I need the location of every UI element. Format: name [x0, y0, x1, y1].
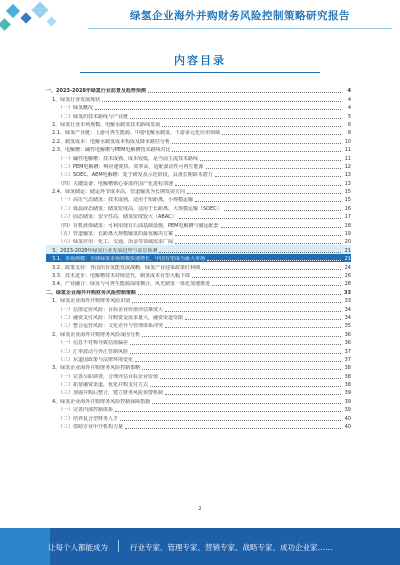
- toc-entry[interactable]: [46, 329, 351, 337]
- toc-entry-page: 4: [347, 96, 351, 103]
- toc-entry[interactable]: [46, 413, 351, 421]
- toc-entry-page: 39: [344, 390, 351, 397]
- toc-entry-page: 19: [344, 231, 351, 238]
- toc-entry-page: 26: [344, 272, 351, 279]
- toc-leader-dots: [132, 302, 341, 303]
- toc-leader-dots: [195, 201, 341, 202]
- toc-leader-dots: [165, 394, 341, 395]
- toc-entry-label: （三）整合运营风险：文化差异与管理体系冲突: [58, 323, 164, 330]
- toc-leader-dots: [215, 176, 341, 177]
- toc-entry[interactable]: [46, 94, 351, 102]
- toc-entry[interactable]: [46, 271, 351, 279]
- toc-entry-page: 13: [344, 172, 351, 179]
- toc-entry-page: 39: [344, 398, 351, 405]
- toc-leader-dots: [125, 428, 341, 429]
- table-of-contents: [46, 86, 351, 430]
- toc-entry-page: 17: [344, 214, 351, 221]
- toc-leader-dots: [175, 185, 341, 186]
- toc-entry-label: 4、绿氢企业海外并购财务风险控制保障措施: [52, 398, 151, 405]
- toc-entry[interactable]: [46, 229, 351, 237]
- toc-entry-label: （一）完善尽职调查，合理评估目标企业价值: [58, 373, 159, 380]
- toc-entry-page: 20: [344, 239, 351, 246]
- toc-entry[interactable]: [46, 128, 351, 136]
- toc-leader-dots: [165, 327, 341, 328]
- toc-entry[interactable]: [46, 279, 351, 287]
- toc-entry-label: 2、绿氢企业海外并购财务风险成因分析: [52, 331, 141, 338]
- toc-entry-label: （六）绿氢应用：化工、交通、冶金等领域需求广阔: [58, 239, 174, 246]
- toc-entry-page: 38: [344, 382, 351, 389]
- toc-entry[interactable]: [46, 338, 351, 346]
- page-number: 2: [198, 506, 202, 512]
- toc-leader-dots: [160, 378, 341, 379]
- toc-entry-page: 11: [344, 147, 351, 154]
- toc-entry-label: （三）加强并购后整合，建立财务风险预警机制: [58, 390, 164, 397]
- toc-entry-page: 15: [344, 189, 351, 196]
- toc-entry[interactable]: [46, 380, 351, 388]
- toc-entry-page: 34: [344, 306, 351, 313]
- toc-leader-dots: [130, 353, 341, 354]
- footer-separator: [118, 540, 119, 552]
- toc-entry-label: 2.4、绿氢储运：储运环节成本高，管道输氢为长期发展方向: [52, 189, 185, 196]
- toc-entry-page: 40: [344, 424, 351, 431]
- footer-decoration: [0, 528, 50, 565]
- toc-entry-label: （四）关键设备：电解槽核心零部件国产化进程加速: [58, 180, 174, 187]
- toc-entry[interactable]: [46, 178, 351, 186]
- toc-leader-dots: [175, 243, 341, 244]
- toc-entry[interactable]: [46, 162, 351, 170]
- toc-entry-page: 35: [344, 323, 351, 330]
- toc-entry-label: 1、绿氢企业海外并购财务风险识别: [52, 298, 131, 305]
- toc-leader-dots: [207, 260, 341, 261]
- toc-entry-label: 二、绿氢企业海外并购财务风险控制策略: [46, 289, 137, 296]
- toc-entry-label: 2、绿氢行业市场规模、电解水制氢技术路线发展: [52, 121, 161, 128]
- toc-entry[interactable]: [46, 304, 351, 312]
- toc-entry-label: （二）汇率波动与外汇管制风险: [58, 348, 129, 355]
- toc-entry-page: 36: [344, 331, 351, 338]
- toc-entry[interactable]: [46, 86, 351, 94]
- toc-entry-page: 33: [344, 289, 351, 296]
- toc-leader-dots: [130, 118, 341, 119]
- toc-leader-dots: [187, 193, 341, 194]
- footer-slogan-left: 让每个人都能成为: [48, 543, 108, 552]
- toc-leader-dots: [179, 218, 341, 219]
- toc-entry-page: 40: [344, 415, 351, 422]
- toc-leader-dots: [206, 168, 342, 169]
- toc-entry-label: （四）有机液体储氢：可利用现有石油基础设施，PEM电解槽与储运配套: [58, 222, 219, 229]
- toc-entry-label: 2.3、电解槽：碱性电解槽与PEM电解槽技术路线对比: [52, 147, 171, 154]
- toc-leader-dots: [159, 252, 341, 253]
- toc-leader-dots: [115, 411, 341, 412]
- toc-heading-divider: [80, 72, 320, 73]
- toc-entry-page: 4: [347, 88, 351, 95]
- toc-entry[interactable]: [46, 405, 351, 413]
- toc-entry-page: 33: [344, 298, 351, 305]
- toc-leader-dots: [142, 369, 341, 370]
- page-header: [0, 0, 400, 28]
- toc-leader-dots: [172, 151, 341, 152]
- toc-leader-dots: [130, 344, 341, 345]
- toc-entry-page: 5: [347, 113, 351, 120]
- toc-entry-page: 18: [344, 222, 351, 229]
- toc-entry-page: 34: [344, 314, 351, 321]
- footer-slogan-right: 行业专家、管理专家、营销专家、战略专家、成功企业家……: [130, 543, 333, 552]
- toc-entry[interactable]: [46, 313, 351, 321]
- toc-entry[interactable]: [46, 346, 351, 354]
- toc-entry-label: （三）固态储氢：安全性高，储氢密度较大（ABAC）: [58, 214, 177, 221]
- toc-entry-label: （二）融资支付风险：并购资金需求量大，融资渠道受限: [58, 314, 184, 321]
- toc-heading: 内容目录: [174, 54, 226, 67]
- toc-entry[interactable]: [46, 287, 351, 295]
- toc-entry[interactable]: [46, 120, 351, 128]
- toc-leader-dots: [142, 336, 341, 337]
- toc-entry-page: 16: [344, 205, 351, 212]
- toc-entry-label: 3.3、技术进步：电解槽技术持续迭代，制氢成本有望大幅下降: [52, 272, 190, 279]
- toc-leader-dots: [138, 294, 341, 295]
- toc-entry-label: 3.2、政策支持：各国出台氢能发展战略，绿氢产业迎来政策红利期: [52, 264, 200, 271]
- toc-entry-label: （二）绿氢的技术路线与产业链: [58, 113, 129, 120]
- toc-entry[interactable]: [46, 371, 351, 379]
- toc-entry[interactable]: [46, 111, 351, 119]
- toc-entry[interactable]: [46, 145, 351, 153]
- toc-leader-dots: [135, 361, 341, 362]
- toc-entry-page: 21: [344, 247, 351, 254]
- toc-entry-label: 3.1、市场规模：全球绿氢市场规模快速增长，中国有望成为最大市场: [52, 256, 205, 263]
- toc-entry[interactable]: [46, 388, 351, 396]
- toc-entry[interactable]: [46, 296, 351, 304]
- toc-entry-page: 38: [344, 373, 351, 380]
- toc-entry-label: （一）信息不对称导致估值偏差: [58, 340, 129, 347]
- toc-entry[interactable]: [46, 153, 351, 161]
- toc-leader-dots: [224, 210, 341, 211]
- toc-entry[interactable]: [46, 245, 351, 253]
- toc-leader-dots: [162, 126, 341, 127]
- toc-entry-label: 2.2、制氢成本：电解水制氢成本构成及降本路径分析: [52, 138, 170, 145]
- toc-entry-page: 10: [344, 138, 351, 145]
- toc-entry-label: （一）完善内部控制体系: [58, 407, 114, 414]
- header-divider: [88, 28, 392, 29]
- toc-leader-dots: [152, 403, 341, 404]
- toc-entry-label: （二）PEM电解槽：响应速度快、效率高，适配波动性可再生能源: [58, 163, 204, 170]
- toc-entry-label: （二）培养复合型财务人才: [58, 415, 119, 422]
- toc-entry-label: （五）管道输氢：长距离大规模输氢的最优解决方案: [58, 231, 174, 238]
- toc-entry[interactable]: [46, 363, 351, 371]
- toc-entry-label: 3、绿氢企业海外并购财务风险控制策略: [52, 365, 141, 372]
- toc-leader-dots: [175, 235, 341, 236]
- toc-leader-dots: [150, 386, 341, 387]
- toc-leader-dots: [212, 285, 341, 286]
- toc-entry-label: （三）东道国政策与法律环境变化: [58, 356, 134, 363]
- toc-entry-label: （一）绿氢概况: [58, 105, 94, 112]
- toc-leader-dots: [95, 109, 341, 110]
- toc-entry[interactable]: [46, 195, 351, 203]
- toc-leader-dots: [192, 277, 341, 278]
- toc-entry-label: 3、2023-2028年绿氢行业发展趋势与前景预测: [52, 247, 158, 254]
- header-decoration: [0, 0, 92, 36]
- toc-leader-dots: [120, 420, 341, 421]
- toc-entry[interactable]: [46, 262, 351, 270]
- toc-entry-label: （二）拓宽融资渠道，优化并购支付方式: [58, 382, 149, 389]
- toc-leader-dots: [148, 92, 341, 93]
- toc-entry[interactable]: [46, 321, 351, 329]
- report-title: 绿氢企业海外并购财务风险控制策略研究报告: [130, 10, 350, 22]
- toc-entry[interactable]: [46, 203, 351, 211]
- toc-entry[interactable]: [46, 355, 351, 363]
- toc-entry-page: 8: [347, 130, 351, 137]
- toc-entry-page: 28: [344, 281, 351, 288]
- toc-entry[interactable]: [46, 170, 351, 178]
- toc-entry[interactable]: [46, 254, 351, 262]
- toc-entry-label: （三）借助专业中介机构力量: [58, 424, 124, 431]
- toc-leader-dots: [172, 143, 341, 144]
- toc-entry[interactable]: [46, 396, 351, 404]
- toc-entry-label: （三）SOEC、AEM电解槽：处于研发及示范阶段，具备长期降本潜力: [58, 172, 213, 179]
- toc-entry-page: 37: [344, 348, 351, 355]
- toc-leader-dots: [221, 227, 342, 228]
- toc-entry-label: （一）估值定价风险：目标企业价值评估难度大: [58, 306, 164, 313]
- toc-entry-page: 6: [347, 121, 351, 128]
- toc-entry-page: 39: [344, 407, 351, 414]
- toc-entry-page: 4: [347, 105, 351, 112]
- toc-leader-dots: [200, 160, 341, 161]
- toc-entry-page: 37: [344, 356, 351, 363]
- toc-leader-dots: [185, 319, 341, 320]
- toc-entry[interactable]: [46, 187, 351, 195]
- toc-entry-label: （二）低温液态储氢：储氢密度高，适用于长距离、大规模运输（SOEC）: [58, 205, 222, 212]
- toc-leader-dots: [202, 269, 341, 270]
- toc-entry[interactable]: [46, 422, 351, 430]
- toc-entry-page: 36: [344, 340, 351, 347]
- toc-entry-label: 3.4、产业融合：绿氢与可再生能源深度耦合，风光制氢一体化加速推进: [52, 281, 210, 288]
- toc-entry-page: 38: [344, 365, 351, 372]
- toc-entry-page: 12: [344, 163, 351, 170]
- toc-entry-label: 2.1、绿氢产业链：上游可再生能源、中游电解水制氢、下游多元化应用领域: [52, 130, 220, 137]
- toc-entry-page: 11: [344, 155, 351, 162]
- toc-entry[interactable]: [46, 220, 351, 228]
- page-footer: [0, 528, 400, 565]
- toc-entry-label: （一）高压气态储氢：技术成熟，适用于短距离、小规模运输: [58, 197, 194, 204]
- toc-entry-page: 15: [344, 197, 351, 204]
- toc-entry-label: （一）碱性电解槽：技术成熟、成本较低，是当前主流技术路线: [58, 155, 199, 162]
- toc-leader-dots: [102, 101, 341, 102]
- toc-entry-label: 1、绿氢行业发展现状: [52, 96, 101, 103]
- toc-leader-dots: [222, 134, 341, 135]
- toc-entry[interactable]: [46, 212, 351, 220]
- toc-entry-label: 一、2023-2028年绿氢行业前景及趋势预测: [46, 88, 146, 95]
- toc-entry-page: 24: [344, 264, 351, 271]
- toc-entry-page: 13: [344, 180, 351, 187]
- toc-entry[interactable]: [46, 136, 351, 144]
- toc-entry-page: 21: [344, 256, 351, 263]
- toc-leader-dots: [165, 311, 341, 312]
- toc-entry[interactable]: [46, 103, 351, 111]
- toc-entry[interactable]: [46, 237, 351, 245]
